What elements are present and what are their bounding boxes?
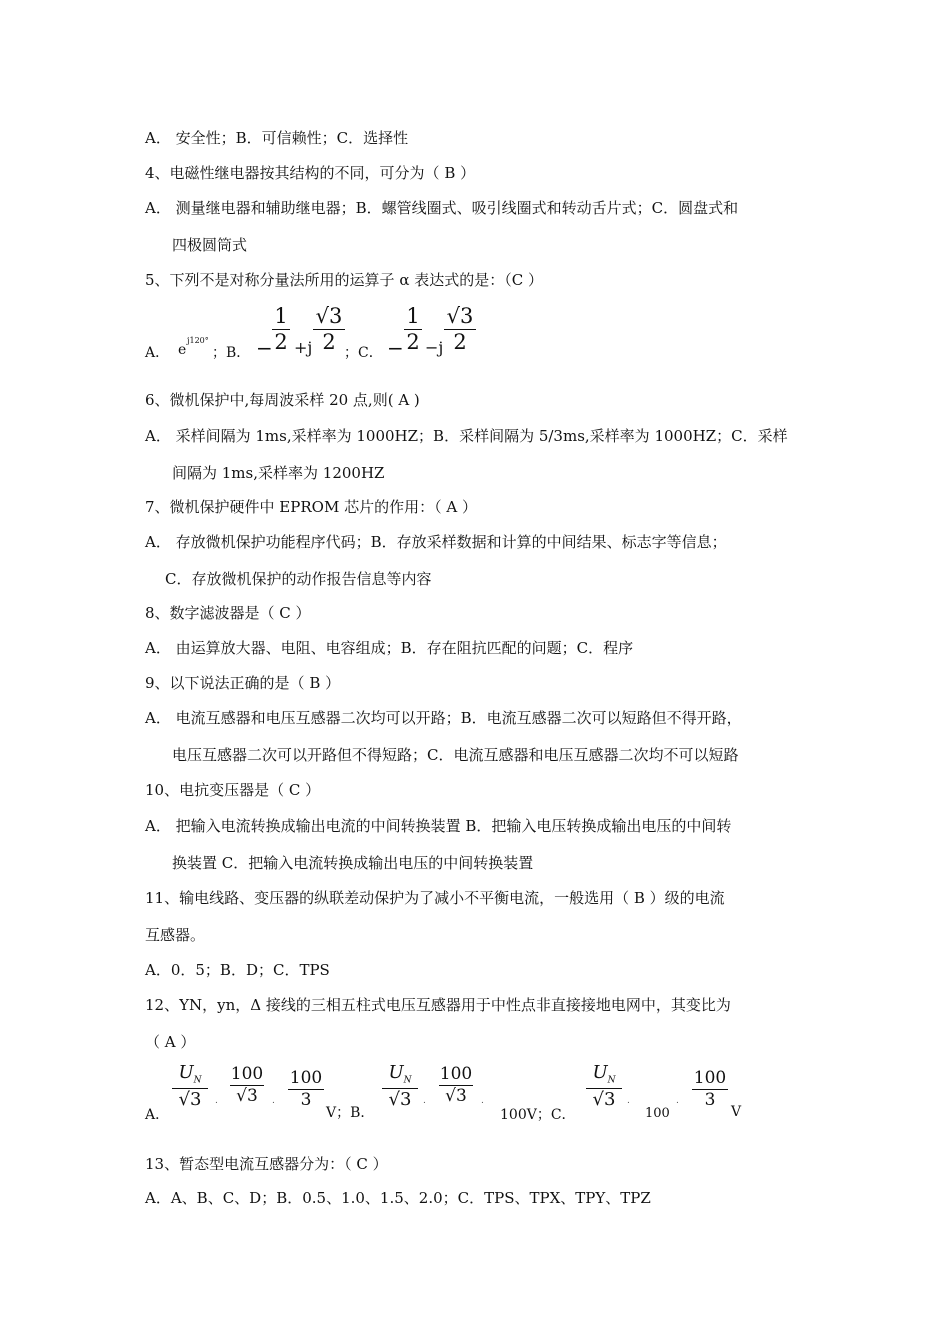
q5-sep-b: ；B．	[212, 345, 251, 361]
q12-a-sep1: .	[215, 1096, 218, 1106]
q10-question: 10、电抗变压器是（ C ）	[145, 781, 321, 799]
q5-sep-c: ；C．	[344, 345, 383, 361]
q5-option-a-label: A．	[145, 345, 170, 361]
q5-minus-c: −	[387, 336, 404, 360]
q12-c-unit: V	[731, 1104, 742, 1120]
q12-c-frac2: 100 3	[693, 1068, 727, 1110]
q12-option-c-label: 100V；C．	[500, 1107, 576, 1123]
q5-exp-base: e	[178, 342, 187, 358]
q12-c-100: 100	[645, 1106, 670, 1121]
q12-c-sep1: .	[627, 1096, 630, 1106]
q9-options-cont: 电压互感器二次可以开路但不得短路；C．电流互感器和电压互感器二次均不可以短路	[172, 746, 739, 764]
q8-options: A． 由运算放大器、电阻、电容组成；B．存在阻抗匹配的问题；C．程序	[145, 639, 634, 657]
q13-options: A．A、B、C、D；B．0.5、1.0、1.5、2.0；C．TPS、TPX、TPY、TPZ	[145, 1189, 651, 1207]
q8-question: 8、数字滤波器是（ C ）	[145, 604, 311, 622]
q12-b-frac1: $U_N$ √3	[382, 1064, 418, 1109]
q10-options-cont: 换装置 C．把输入电流转换成输出电压的中间转换装置	[172, 854, 534, 872]
q9-options: A． 电流互感器和电压互感器二次均可以开路；B．电流互感器二次可以短路但不得开路，	[145, 709, 742, 727]
q12-c-frac1: $U_N$ √3	[586, 1064, 622, 1109]
q5-fraction-half-b: 1 2	[272, 306, 290, 353]
q12-question-cont: （ A ）	[145, 1033, 196, 1051]
q12-option-b-label: V；B．	[326, 1105, 375, 1121]
q6-options: A． 采样间隔为 1ms,采样率为 1000HZ；B．采样间隔为 5/3ms,采样率为 1000HZ；C．采样	[145, 427, 788, 445]
q5-fraction-sqrt3-c: √3 2	[444, 306, 476, 353]
q12-option-a-label: A．	[145, 1107, 170, 1123]
q12-b-frac2: 100 √3	[439, 1064, 473, 1106]
q11-question: 11、输电线路、变压器的纵联差动保护为了减小不平衡电流，一般选用（ B ）级的电流	[145, 889, 725, 907]
q12-a-frac2: 100 √3	[230, 1064, 264, 1106]
q5-fraction-sqrt3-b: √3 2	[313, 306, 345, 353]
q5-question: 5、下列不是对称分量法所用的运算子 α 表达式的是：（C ）	[145, 271, 543, 289]
q5-minus-j: −j	[425, 338, 444, 357]
q12-a-frac1: $U_N$ √3	[172, 1064, 208, 1109]
q12-question: 12、YN，yn，Δ 接线的三相五柱式电压互感器用于中性点非直接接地电网中，其变比为	[145, 996, 731, 1014]
q7-question: 7、微机保护硬件中 EPROM 芯片的作用：（ A ）	[145, 498, 477, 516]
q5-fraction-half-c: 1 2	[404, 306, 422, 353]
q12-a-sep2: .	[272, 1096, 275, 1106]
q7-options: A． 存放微机保护功能程序代码；B．存放采样数据和计算的中间结果、标志字等信息；	[145, 533, 727, 551]
q3-options: A． 安全性；B．可信赖性；C．选择性	[145, 129, 409, 147]
q13-question: 13、暂态型电流互感器分为：（ C ）	[145, 1155, 388, 1173]
q5-plus-j: +j	[294, 338, 313, 357]
q6-question: 6、微机保护中,每周波采样 20 点,则( A )	[145, 391, 420, 409]
q4-options: A． 测量继电器和辅助继电器；B．螺管线圈式、吸引线圈式和转动舌片式；C．圆盘式和	[145, 199, 739, 217]
q12-a-frac3: 100 3	[289, 1068, 323, 1110]
q11-options: A．0．5；B．D；C．TPS	[145, 961, 330, 979]
q5-exp-sup: j120°	[187, 336, 209, 345]
q12-b-sep1: .	[423, 1096, 426, 1106]
q9-question: 9、以下说法正确的是（ B ）	[145, 674, 341, 692]
q4-question: 4、电磁性继电器按其结构的不同，可分为（ B ）	[145, 164, 476, 182]
q7-options-cont: C．存放微机保护的动作报告信息等内容	[165, 570, 432, 588]
q12-b-sep2: .	[481, 1096, 484, 1106]
q6-options-cont: 间隔为 1ms,采样率为 1200HZ	[172, 464, 385, 482]
q10-options: A． 把输入电流转换成输出电流的中间转换装置 B．把输入电压转换成输出电压的中间转	[145, 817, 732, 835]
q12-c-sep2: .	[676, 1096, 679, 1106]
q11-question-cont: 互感器。	[145, 926, 206, 944]
q5-minus-b: −	[256, 336, 273, 360]
q4-options-cont: 四极圆筒式	[172, 236, 248, 254]
